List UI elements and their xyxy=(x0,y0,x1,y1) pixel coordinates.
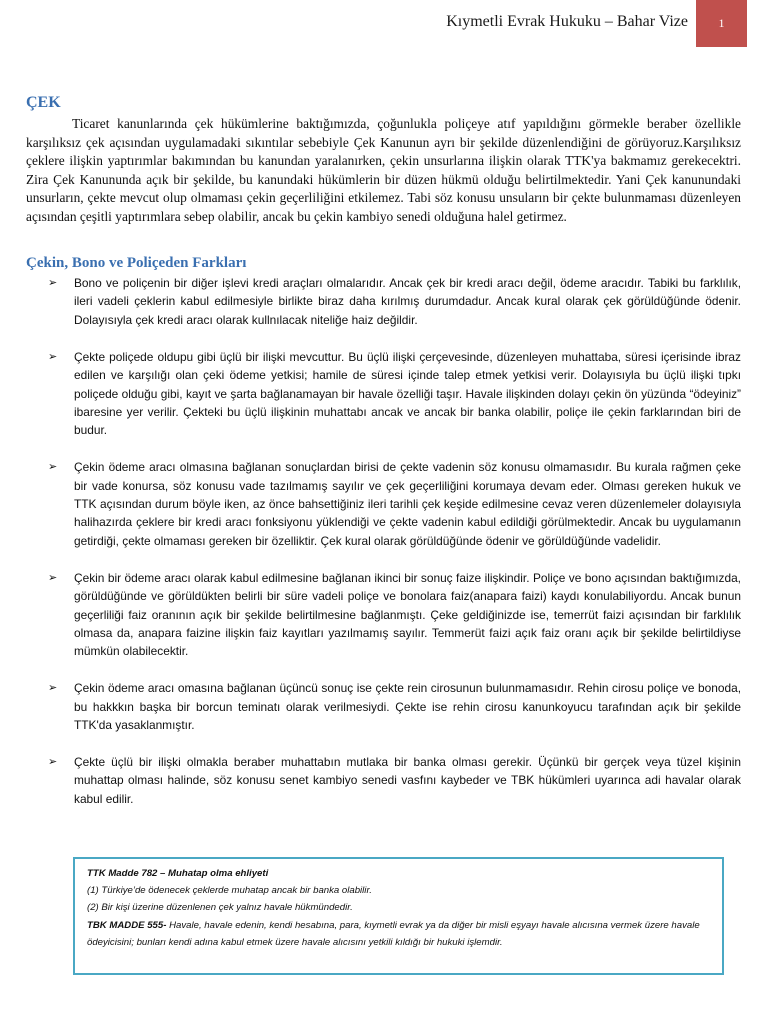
differences-list xyxy=(26,274,741,827)
tbk-article-text: Havale, havale edenin, kendi hesabına, para, kıymetli evrak ya da diğer bir misli eşyayı havale alıcısına vermek üzere havale ödeyicisini; bunları kendi adına kabul etmek üzere havale alıcısını yetkili kıldığı bir hukuki işlemdir. xyxy=(87,919,700,948)
list-item-text: Çekin bir ödeme aracı olarak kabul edilmesine bağlanan ikinci bir sonuç faize ilişkindir. Poliçe ve bono açısından baktığımızda, görüldüğünde ve görüldükten belirli bir süre vadeli poliçe ve bonolara faiz(anapara faizi) kaydı konulabiliyordu. Ancak bunun geçerliliği faiz oranının açık bir şekilde belirtilmesine bağlanmıştı. Çeke geldiğinizde ise, temerrüt faizi açısından bir farklılık olmasa da, anapara faizine ilişkin faiz kayıtları yazılmamış sayılır. Temmerüt faizi açık faiz oranı açık bir şekilde belirtildiyse mümkün olabilecektir. xyxy=(74,570,741,659)
page-number: 1 xyxy=(718,16,725,30)
list-item-text: Çekin ödeme aracı olmasına bağlanan sonuçlardan birisi de çekte vadenin söz konusu olmamasıdır. Bu kurala rağmen çeke bir vade konursa, söz konusu vade tazılmamış sayılır ve çek geçerliliğini korumaya devam eder. Olması gereken hukuk ve TTK açısından durum böyle iken, az önce bahsettiğiniz ileri tarihli çek keşide edilmesine cevaz veren düzenlemeler dolayısıyla halihazırda çeklere bir kredi aracı fonksiyonu yüklendiği ve çekte vadenin kabul edildiği görülmektedir. Ancak bu uygulamanın getirdiği, çekte olmaması gereken bir özelliktir. Çek kural olarak görüldüğünde ödenir ve görüldüğünde vadelidir. xyxy=(74,460,741,548)
tbk-article-heading: TBK MADDE 555- xyxy=(87,919,167,931)
arrowhead-bullet-icon: ➢ xyxy=(48,460,58,474)
list-item xyxy=(26,348,741,440)
list-item-text: Bono ve poliçenin bir diğer işlevi kredi araçları olmalarıdır. Ancak çek bir kredi aracı değil, ödeme aracıdır. Tabiki bu farklılık, ileri vadeli çeklerin kabul edilmesiyle birlikte biraz daha kırılmış durumdadur. Ancak kural olarak çek görüldüğünde ödenir. Dolayısıyla çek kredi aracı olarak kullnılacak niteliğe haiz değildir. xyxy=(74,276,741,327)
arrowhead-bullet-icon: ➢ xyxy=(48,570,58,584)
list-item xyxy=(26,458,741,550)
section-heading: ÇEK xyxy=(26,94,61,111)
ttk-article-heading: TTK Madde 782 – Muhatap olma ehliyeti xyxy=(87,868,269,879)
list-item xyxy=(26,569,741,661)
page-number-badge xyxy=(696,0,747,47)
arrowhead-bullet-icon: ➢ xyxy=(48,276,58,289)
arrowhead-bullet-icon: ➢ xyxy=(48,681,58,695)
list-item xyxy=(26,679,741,734)
arrowhead-bullet-icon: ➢ xyxy=(48,349,58,363)
intro-paragraph: Ticaret kanunlarında çek hükümlerine baktığımızda, çoğunlukla poliçeye atıf yapıldığını görmekle beraber özellikle karşılıksız çek açısından uygulamadaki sıkıntılar sebebiyle Çek Kanunun ayrı bir şekilde düzenlendiğini de görüyoruz.Karşılıksız çeklere ilişkin yaptırımlar bakımından bu kanundan yaralanırken, çekin unsurlarına ilişkin olarak TTK'ya bakmamız gerekecektri. Zira Çek Kanununda açık bir şekilde, bu kanundaki hükümlerin bir düzen hükmü olduğu belirtilmektedir. Yani Çek kanunundaki unsurların, çekte mevcut olup olmaması çekin geçerliliğini etkilemez. Tabi söz konusu unsuların bir çekte bulunmaması düzenleyen açısından çeşitli yaptırımlara sebep olabilir, ancak bu çekin kambiyo senedi olduğuna halel getirmez. xyxy=(26,116,741,224)
legal-reference-box xyxy=(73,857,724,975)
tbk-article xyxy=(87,917,712,951)
document-header-title: Kıymetli Evrak Hukuku – Bahar Vize xyxy=(446,13,688,30)
list-item-text: Çekte üçlü bir ilişki olmakla beraber muhattabın mutlaka bir banka olması gerekir. Üçünkü bir gerçek veya tüzel kişinin muhattap olması halinde, söz konusu senet kambiyo senedi vasfını kaybeder ve TBK hükümleri uyarınca adi havalar olarak kabul edilir. xyxy=(74,755,741,806)
ttk-article-line: (1) Türkiye’de ödenecek çeklerde muhatap ancak bir banka olabilir. xyxy=(87,885,372,897)
subsection-heading: Çekin, Bono ve Poliçeden Farkları xyxy=(26,255,247,271)
arrowhead-bullet-icon: ➢ xyxy=(48,755,58,769)
list-item xyxy=(26,753,741,808)
list-item-text: Çekin ödeme aracı omasına bağlanan üçüncü sonuç ise çekte rein cirosunun bulunmamasıdır. Rehin cirosu poliçe ve bonoda, bu hakkkın başka bir borcun teminatı olarak verilmesiydi. Çekte ise rehin cirosu kanunkoyucu tarafından açık bir şekilde TTK'da yasaklanmıştır. xyxy=(74,681,741,733)
list-item-text: Çekte poliçede oldupu gibi üçlü bir ilişki mevcuttur. Bu üçlü ilişki çerçevesinde, düzenleyen muhattaba, süresi içerisinde ibraz edilen ve karşılığı olan çeki ödeme yetkisi; hamile de süresi içinde talep etmek yetkisi verir. Dolayısıyla bu üçlü ilişki tıpkı poliçede olduğu gibi, kayıt ve şarta bağlanamayan bir havale özelliği taşır. Havale ilişkinden dolayı çekin ön yüzünda “ödeyiniz” ibaresine yer verilir. Çekteki bu üçlü ilişkinin muhattabı ancak ve ancak bir banka olabilir, poliçe ile çekin farklarından biri de budur. xyxy=(74,349,741,438)
ttk-article-line: (2) Bir kişi üzerine düzenlenen çek yalnız havale hükmündedir. xyxy=(87,902,353,914)
list-item xyxy=(26,274,741,329)
